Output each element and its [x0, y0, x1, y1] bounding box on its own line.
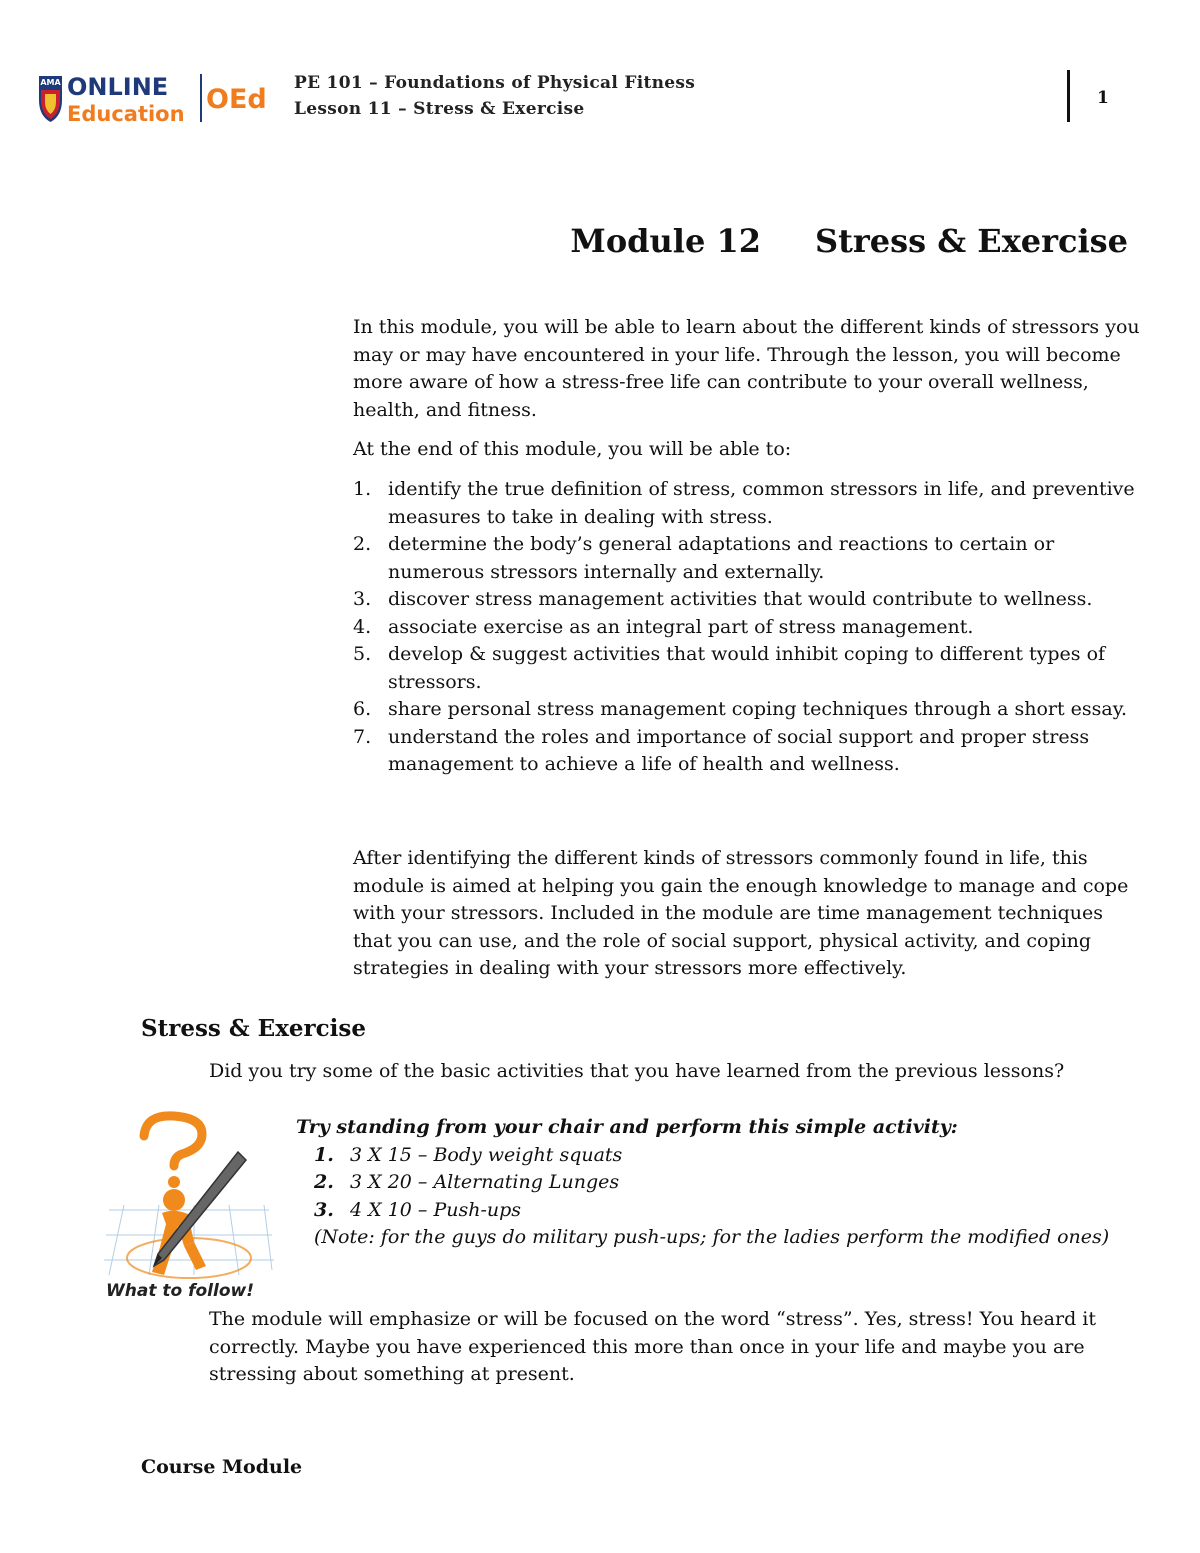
header-divider: [1067, 70, 1070, 122]
list-item: 7. understand the roles and importance of social support and proper stress management to achieve a life of health and wellness.: [353, 725, 1090, 775]
list-item: 2. 3 X 20 – Alternating Lunges: [314, 1171, 620, 1193]
what-to-follow-illustration: [104, 1110, 274, 1302]
activity-list: [296, 1142, 1156, 1225]
logo-text-education: Education: [67, 102, 185, 126]
question-mark-icon: [144, 1116, 202, 1166]
logo-text-online: ONLINE: [67, 73, 169, 101]
module-name: Stress & Exercise: [814, 222, 1128, 260]
institution-logo: [36, 70, 276, 126]
list-item: 5. develop & suggest activities that would inhibit coping to different types of stressors.: [353, 643, 1106, 693]
list-item: 2. determine the body’s general adaptations and reactions to certain or numerous stressors internally and externally.: [353, 533, 1055, 583]
emphasis-paragraph: The module will emphasize or will be focused on the word “stress”. Yes, stress! You heard it correctly. Maybe you have experienced this more than once in your life and maybe you are stressing about something at present.: [209, 1308, 1096, 1385]
list-item: 1. 3 X 15 – Body weight squats: [314, 1143, 623, 1166]
section-heading: Stress & Exercise: [141, 1015, 366, 1042]
activity-note: (Note: for the guys do military push-ups; for the ladies perform the modified ones): [314, 1226, 1110, 1248]
shield-icon: [39, 76, 62, 122]
logo-abbrev: OEd: [206, 84, 267, 115]
module-title: [570, 222, 1128, 260]
activity-prompt: Try standing from your chair and perform this simple activity:: [296, 1116, 958, 1138]
objectives-lead: At the end of this module, you will be able to:: [353, 438, 792, 460]
footer-course-module: Course Module: [141, 1456, 303, 1478]
illustration-caption: What to follow!: [106, 1281, 254, 1301]
header-course-title: PE 101 – Foundations of Physical Fitness: [294, 73, 696, 93]
module-number: Module 12: [570, 222, 761, 260]
list-item: 3. 4 X 10 – Push-ups: [314, 1198, 522, 1221]
svg-text:AMA: AMA: [40, 78, 61, 87]
list-item: 3. discover stress management activities that would contribute to wellness.: [353, 588, 1093, 610]
list-item: 6. share personal stress management coping techniques through a short essay.: [353, 698, 1127, 720]
closing-paragraph: After identifying the different kinds of stressors commonly found in life, this module is aimed at helping you gain the enough knowledge to manage and cope with your stressors. Included in the module are time management techniques that you can use, and the role of social support, physical activity, and coping strategies in dealing with your stressors more effectively.: [353, 847, 1129, 979]
list-item: 1. identify the true definition of stress, common stressors in life, and preventive measures to take in dealing with stress.: [353, 478, 1135, 528]
intro-paragraph: In this module, you will be able to learn about the different kinds of stressors you may or may have encountered in your life. Through the lesson, you will become more aware of how a stress-free life can contribute to your overall wellness, health, and fitness.: [353, 316, 1140, 421]
section-question: Did you try some of the basic activities that you have learned from the previous lessons?: [209, 1060, 1065, 1082]
page-number: 1: [1097, 88, 1109, 108]
list-item: 4. associate exercise as an integral part of stress management.: [353, 615, 974, 638]
header-lesson-title: Lesson 11 – Stress & Exercise: [294, 99, 585, 119]
activity-block: [296, 1114, 1156, 1252]
objectives-list: [353, 476, 1143, 779]
